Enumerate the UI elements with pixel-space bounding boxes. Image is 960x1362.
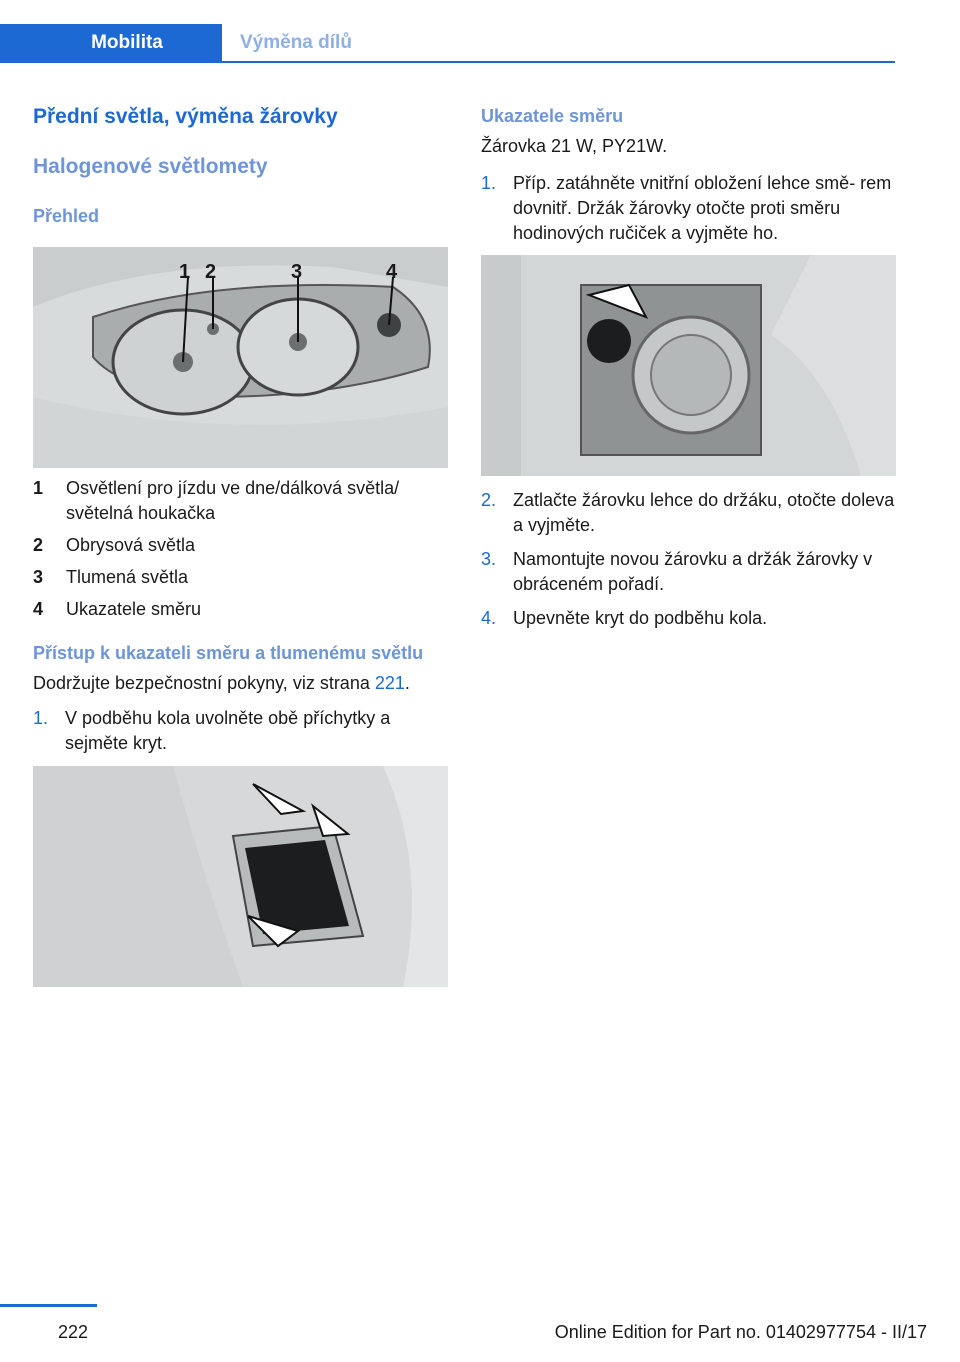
step-list-b <box>481 488 896 631</box>
wheel-arch-cover-figure <box>33 766 448 987</box>
page-title: Přední světla, výměna žárovky <box>33 105 338 128</box>
step-text: Příp. zatáhněte vnitřní obložení lehce smě‐ rem dovnitř. Držák žárovky otočte proti směru hodinových ručiček a vyjměte ho. <box>513 173 892 243</box>
figure-legend <box>33 476 448 622</box>
tab-vymena-dilu[interactable] <box>240 24 352 62</box>
legend-num: 3 <box>33 567 44 587</box>
turn-signal-heading: Ukazatele směru <box>481 106 624 126</box>
page-link-221[interactable]: 221 <box>374 673 405 693</box>
header-divider <box>0 61 895 63</box>
step-item <box>481 171 896 246</box>
edition-note: Online Edition for Part no. 01402977754 - II/17 <box>554 1322 927 1342</box>
step-list <box>33 706 448 756</box>
step-number: 1. <box>33 708 49 728</box>
legend-item <box>33 565 448 590</box>
subsection-heading: Přehled <box>33 206 100 226</box>
page-number-rule <box>0 1304 97 1307</box>
page-number: 222 <box>58 1322 89 1342</box>
headlight-figure <box>33 247 448 468</box>
step-number: 2. <box>481 490 497 510</box>
step-item <box>481 547 896 597</box>
tab-vymena-dilu-label: Výměna dílů <box>240 32 352 53</box>
bulb-holder-figure <box>481 255 896 476</box>
header-tabs <box>0 0 895 62</box>
callout-2: 2 <box>205 261 217 283</box>
tab-mobilita-label: Mobilita <box>91 32 163 53</box>
step-text: Namontujte novou žárovku a držák žárovky v obráceném pořadí. <box>513 549 873 594</box>
safety-end: . <box>404 673 410 693</box>
left-column <box>33 95 448 987</box>
legend-num: 4 <box>33 599 44 619</box>
safety-text: Dodržujte bezpečnostní pokyny, viz strana <box>33 673 375 693</box>
step-item <box>481 606 896 631</box>
callout-4: 4 <box>386 261 398 283</box>
right-column <box>481 95 896 640</box>
callout-3: 3 <box>291 261 303 283</box>
legend-item <box>33 533 448 558</box>
step-text: Zatlačte žárovku lehce do držáku, otočte doleva a vyjměte. <box>513 490 895 535</box>
step-list-a <box>481 171 896 246</box>
legend-text: Obrysová světla <box>66 535 196 555</box>
bulb-spec: Žárovka 21 W, PY21W. <box>481 136 668 156</box>
legend-text: Ukazatele směru <box>66 599 202 619</box>
step-item <box>481 488 896 538</box>
legend-num: 2 <box>33 535 44 555</box>
step-item <box>33 706 448 756</box>
legend-item <box>33 597 448 622</box>
step-text: Upevněte kryt do podběhu kola. <box>513 608 768 628</box>
step-number: 3. <box>481 549 497 569</box>
legend-num: 1 <box>33 478 44 498</box>
step-text: V podběhu kola uvolněte obě příchytky a sejměte kryt. <box>65 708 391 753</box>
legend-item <box>33 476 448 526</box>
legend-text: Osvětlení pro jízdu ve dne/dálková světla/ světelná houkačka <box>66 478 400 523</box>
step-number: 4. <box>481 608 497 628</box>
callout-1: 1 <box>179 261 191 283</box>
step-number: 1. <box>481 173 497 193</box>
tab-mobilita[interactable] <box>0 24 222 62</box>
safety-note <box>33 670 448 696</box>
access-heading: Přístup k ukazateli směru a tlumenému světlu <box>33 643 424 663</box>
section-heading: Halogenové světlomety <box>33 155 268 178</box>
legend-text: Tlumená světla <box>66 567 189 587</box>
